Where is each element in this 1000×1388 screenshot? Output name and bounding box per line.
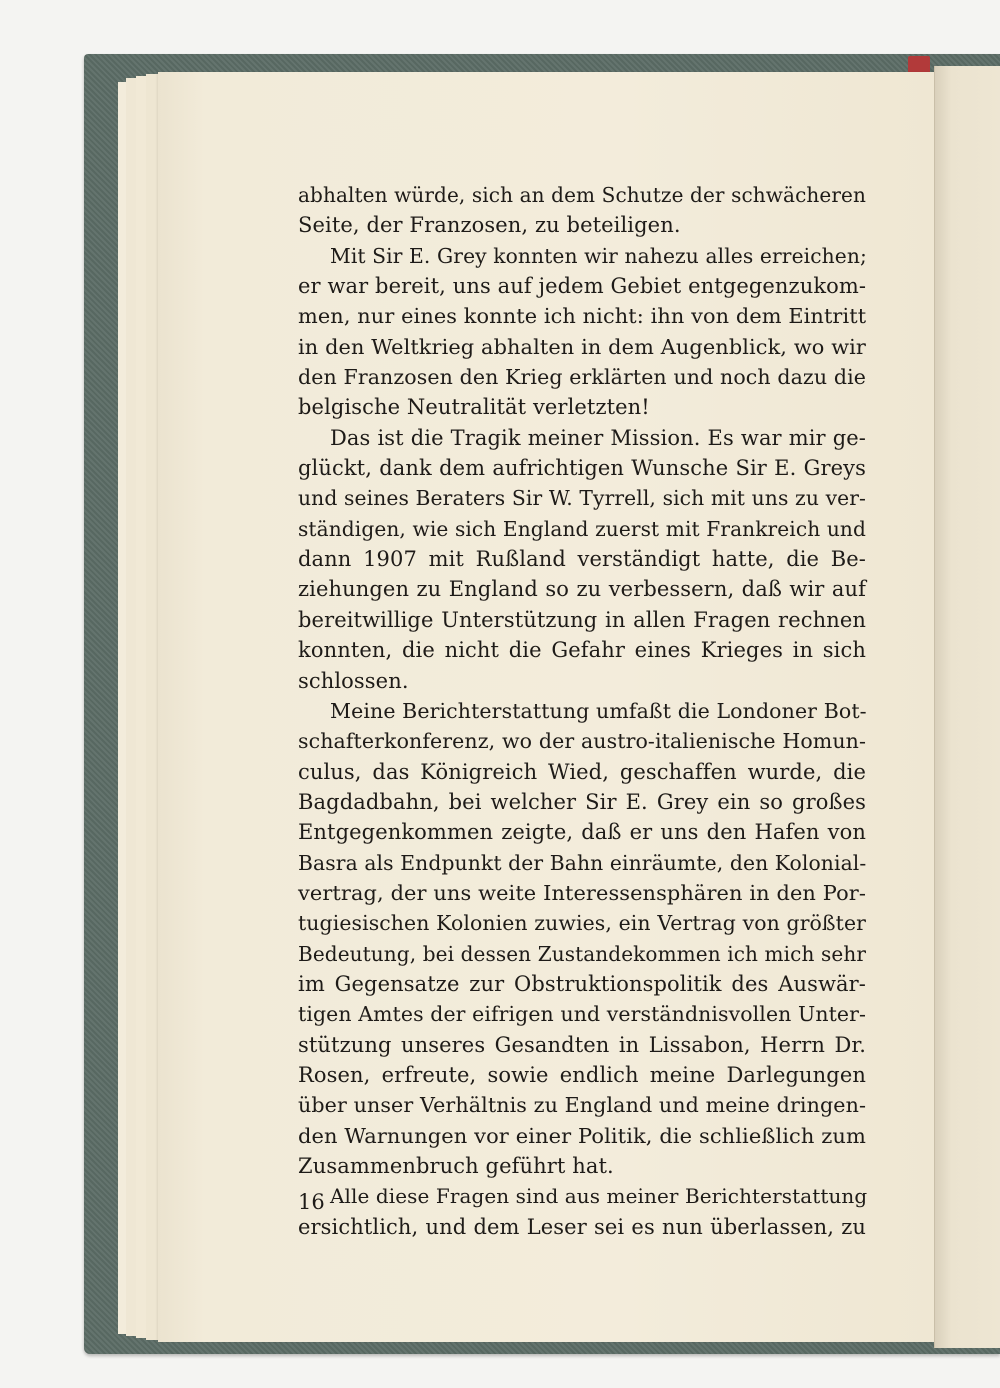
text-line: in den Weltkrieg abhalten in dem Augenblick, wo wir [298,334,866,359]
text-line: und seines Beraters Sir W. Tyrrell, sich mit uns zu ver- [298,486,866,511]
text-line: stützung unseres Gesandten in Lissabon, Herrn Dr. [298,1032,866,1057]
right-page-edge [934,66,1000,1348]
text-line: konnten, die nicht die Gefahr eines Krieges in sich [298,638,866,663]
text-line: men, nur eines konnte ich nicht: ihn von dem Eintritt [298,304,867,329]
page-number: 16 [298,1190,325,1214]
text-line: im Gegensatze zur Obstruktionspolitik des Auswär- [298,971,866,996]
text-line: Seite, der Franzosen, zu beteiligen. [298,213,681,238]
text-line: den Warnungen vor einer Politik, die schließlich zum [298,1123,866,1148]
text-line: abhalten würde, sich an dem Schutze der schwächeren [298,183,866,207]
text-line: Das ist die Tragik meiner Mission. Es war mir ge- [330,425,866,450]
text-line: vertrag, der uns weite Interessensphären in den Por- [298,880,866,905]
text-line: Zusammenbruch geführt hat. [298,1154,614,1178]
text-line: Basra als Endpunkt der Bahn einräumte, den Kolonial- [298,850,867,875]
text-line: Rosen, erfreute, sowie endlich meine Darlegungen [298,1062,866,1087]
text-line: tugiesischen Kolonien zuwies, ein Vertrag von größter [298,911,866,936]
text-line: belgische Neutralität verletzten! [298,395,650,420]
text-line: dann 1907 mit Rußland verständigt hatte, die Be- [298,547,866,572]
text-line: Alle diese Fragen sind aus meiner Berichterstattung [330,1184,868,1209]
text-line: über unser Verhältnis zu England und meine dringen- [298,1093,867,1118]
text-line: Bedeutung, bei dessen Zustandekommen ich mich sehr [298,941,866,966]
body-text [298,180,866,1242]
text-line: Entgegenkommen zeigte, daß er uns den Hafen von [298,820,866,845]
text-line: ersichtlich, und dem Leser sei es nun überlassen, zu [298,1214,866,1239]
text-line: tigen Amtes der eifrigen und verständnisvollen Unter- [298,1002,866,1027]
text-line: Mit Sir E. Grey konnten wir nahezu alles erreichen; [330,243,867,268]
text-line: glückt, dank dem aufrichtigen Wunsche Sir E. Greys [298,456,866,481]
text-line: ständigen, wie sich England zuerst mit Frankreich und [298,516,866,541]
text-line: culus, das Königreich Wied, geschaffen wurde, die [298,759,866,784]
text-line: Meine Berichterstattung umfaßt die Londoner Bot- [330,698,867,723]
text-line: bereitwillige Unterstützung in allen Fragen rechnen [298,607,866,632]
text-line: er war bereit, uns auf jedem Gebiet entgegenzukom- [298,274,867,299]
text-line: ziehungen zu England so zu verbessern, daß wir auf [298,577,866,602]
text-line: schafterkonferenz, wo der austro-italienische Homun- [298,729,866,754]
text-line: den Franzosen den Krieg erklärten und noch dazu die [298,365,866,390]
text-line: schlossen. [298,668,409,693]
text-line: Bagdadbahn, bei welcher Sir E. Grey ein so großes [298,789,866,814]
